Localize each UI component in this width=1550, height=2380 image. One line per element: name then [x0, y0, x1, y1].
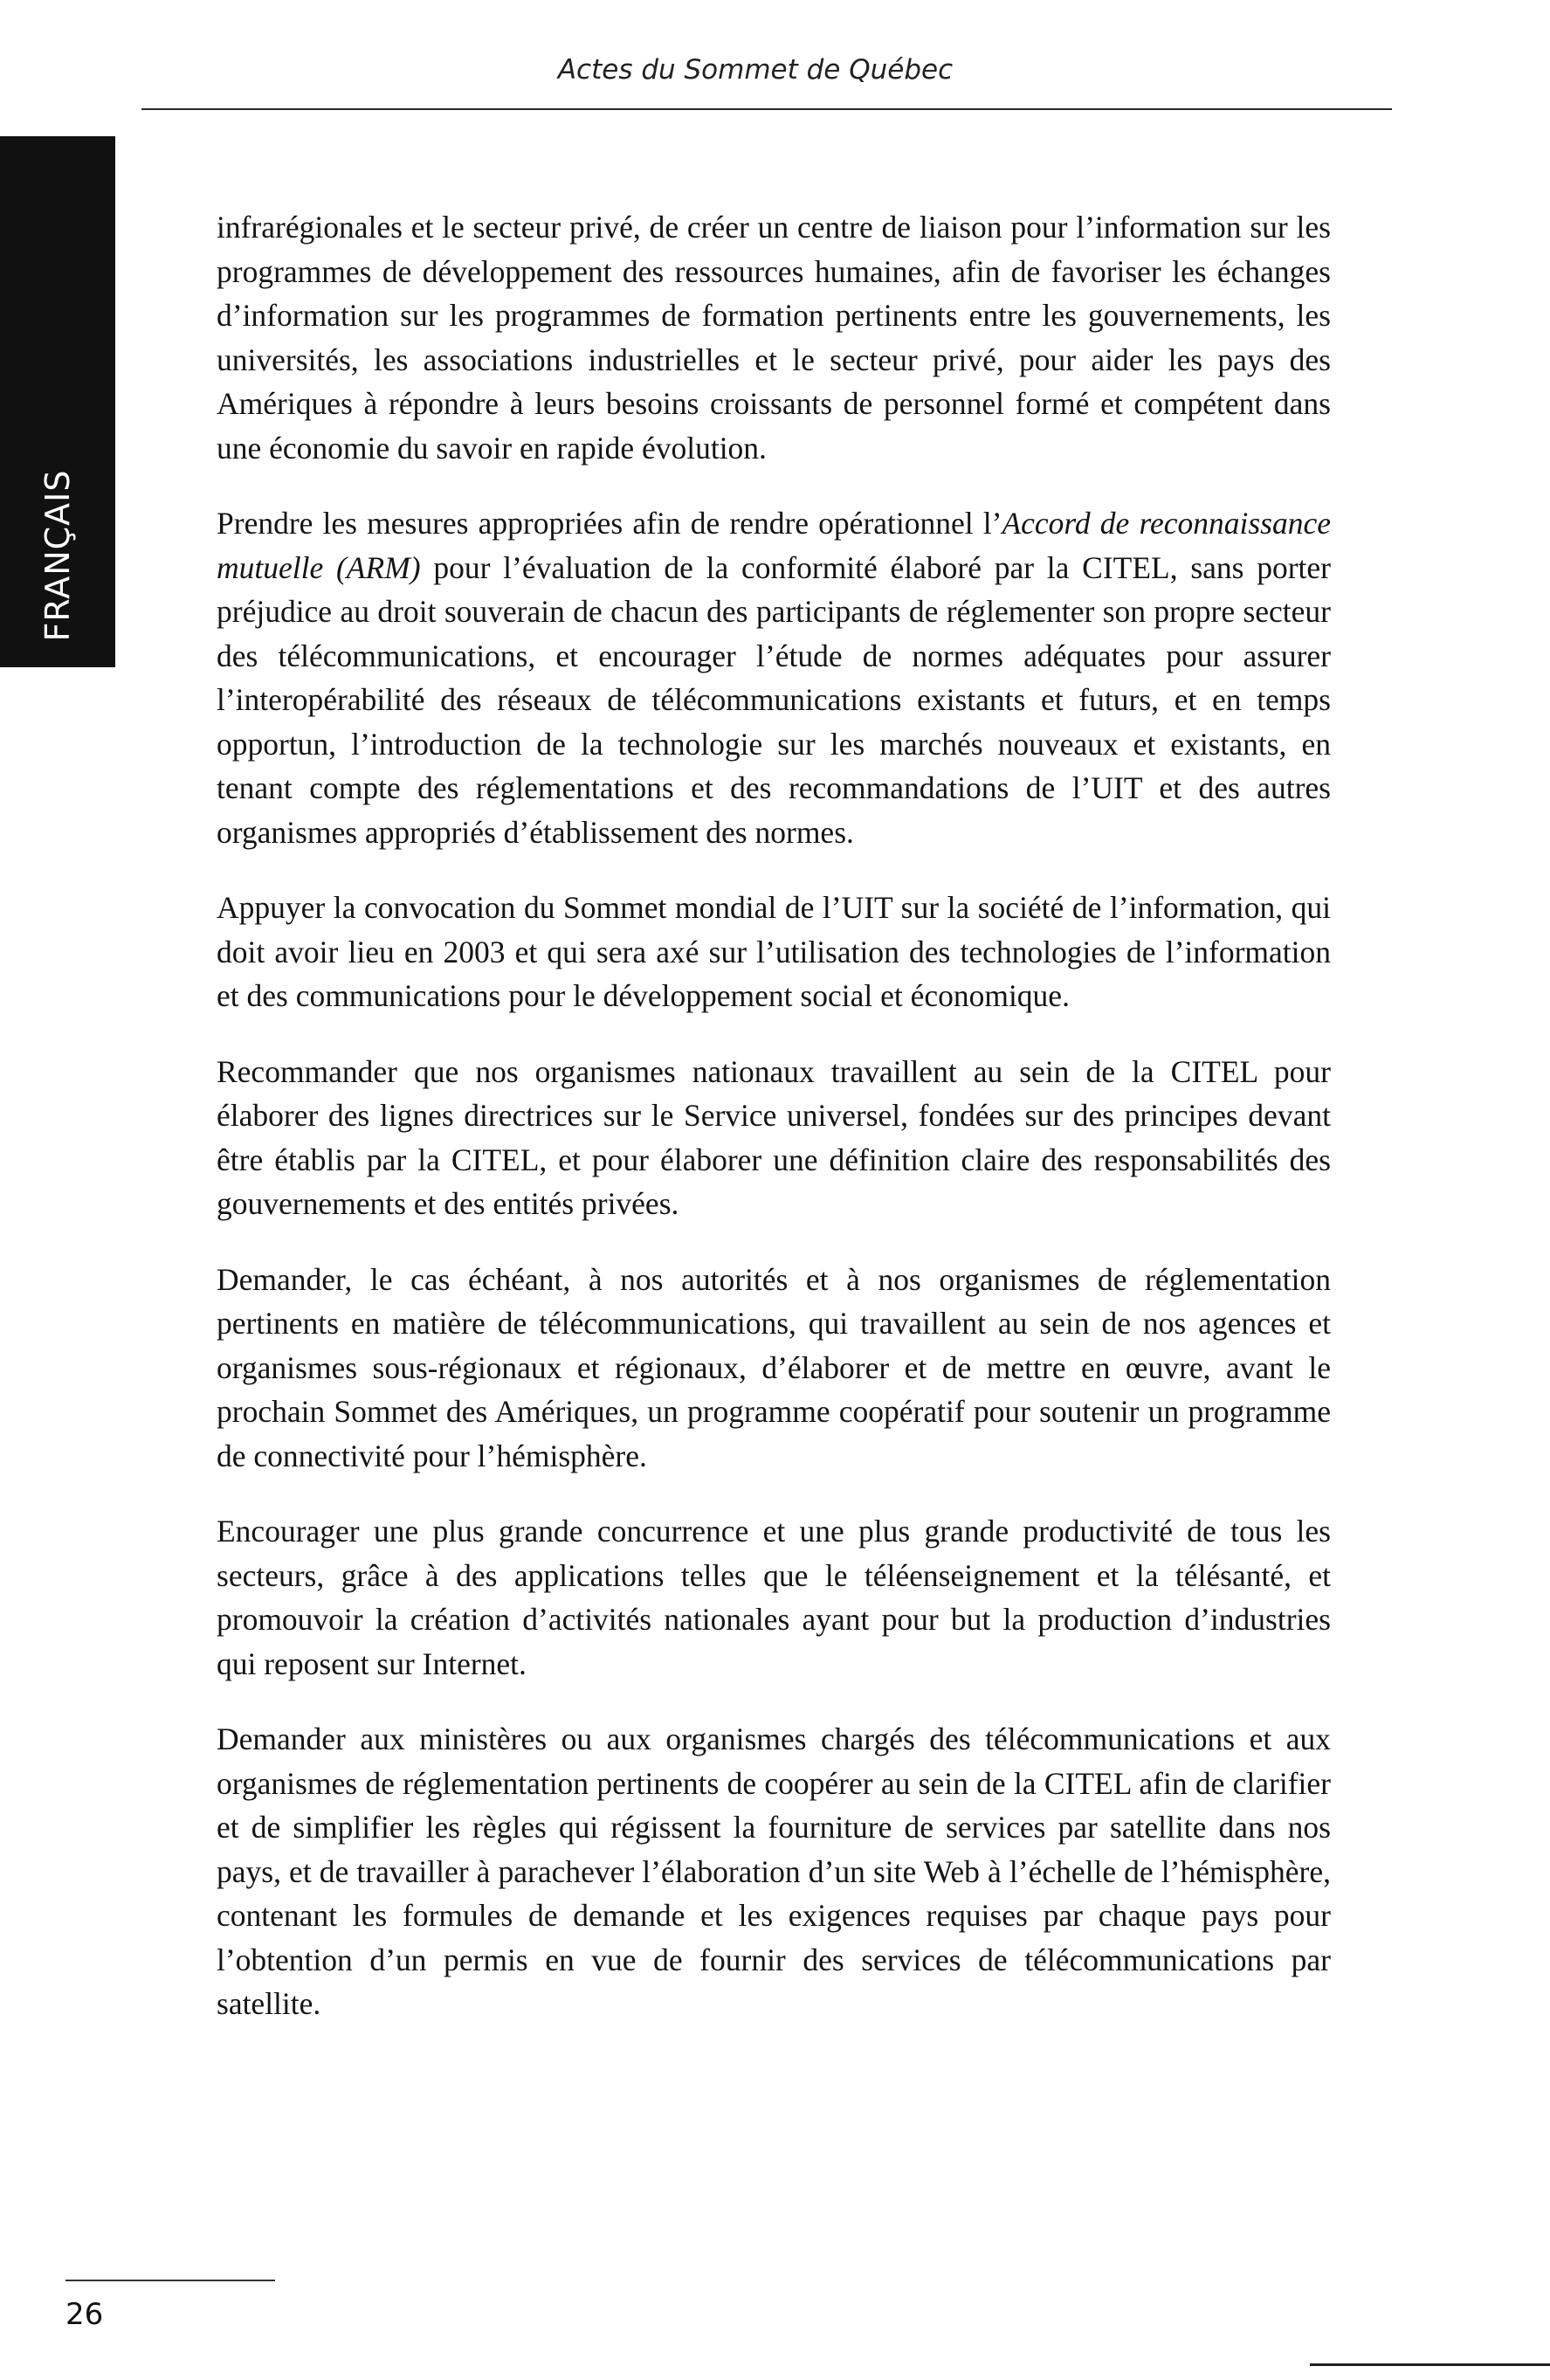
- paragraph-4: Recommander que nos organismes nationaux travaillent au sein de la CITEL pour élaborer des lignes directrices sur le Service universel, fondées sur des principes devant être établis par la CITEL, et pour élaborer une définition claire des responsabilités des gouvernements et des entités privées.: [217, 1053, 1331, 1221]
- paragraph-1: infrarégionales et le secteur privé, de créer un centre de liaison pour l’information sur les programmes de développement des ressources humaines, afin de favoriser les échanges d’information sur les programmes de formation pertinents entre les gouvernements, les universités, les associations industrielles et le secteur privé, pour aider les pays des Amériques à répondre à leurs besoins croissants de personnel formé et compétent dans une économie du savoir en rapide évolution.: [217, 210, 1331, 466]
- paragraph-5: Demander, le cas échéant, à nos autorités et à nos organismes de réglementation pertinents en matière de télécommunications, qui travaillent au sein de nos agences et organismes sous-régionaux et régionaux, d’élaborer et de mettre en œuvre, avant le prochain Sommet des Amériques, un programme coopératif pour soutenir un programme de connectivité pour l’hémisphère.: [217, 1261, 1331, 1473]
- paragraph-7: Demander aux ministères ou aux organismes chargés des télécommunications et aux organismes de réglementation pertinents de coopérer au sein de la CITEL afin de clarifier et de simplifier les règles qui régissent la fourniture de services par satellite dans nos pays, et de travailler à parachever l’élaboration d’un site Web à l’échelle de l’hémisphère, contenant les formules de demande et les exigences requises par chaque pays pour l’obtention d’un permis en vue de fournir des services de télécommunications par satellite.: [217, 1721, 1331, 2021]
- body-text: [217, 205, 1331, 2058]
- paragraph-2-italic-title: Accord de reconnaissance mutuelle (ARM): [217, 506, 1331, 585]
- page-number: 26: [65, 2297, 104, 2332]
- language-side-tab: [0, 136, 115, 667]
- running-header-title: Actes du Sommet de Québec: [557, 54, 954, 86]
- paragraph-2-rest: pour l’évaluation de la conformité élaboré par la CITEL, sans porter préjudice au droit souverain de chacun des participants de réglementer son propre secteur des télécommunications, et encourager l’étude de normes adéquates pour assurer l’interopérabilité des réseaux de télécommunications existants et futurs, et en temps opportun, l’introduction de la technologie sur les marchés nouveaux et existants, en tenant compte des réglementations et des recommandations de l’UIT et des autres organismes appropriés d’établissement des normes.: [217, 549, 1331, 850]
- paragraph-2: [217, 501, 1331, 854]
- header-rule: [141, 108, 1392, 110]
- paragraph-3: Appuyer la convocation du Sommet mondial de l’UIT sur la société de l’information, qui doit avoir lieu en 2003 et qui sera axé sur l’utilisation des technologies de l’information et des communications pour le développement social et économique.: [217, 890, 1331, 1013]
- footer-rule: [65, 2280, 275, 2281]
- paragraph-2-lead: Prendre les mesures appropriées afin de rendre opérationnel l’: [217, 506, 1002, 541]
- bottom-edge-rule: [1310, 2363, 1550, 2366]
- side-tab-label: FRANÇAIS: [38, 469, 77, 642]
- paragraph-6: Encourager une plus grande concurrence et une plus grande productivité de tous les secteurs, grâce à des applications telles que le téléenseignement et la télésanté, et promouvoir la création d’activités nationales ayant pour but la production d’industries qui reposent sur Internet.: [217, 1514, 1331, 1681]
